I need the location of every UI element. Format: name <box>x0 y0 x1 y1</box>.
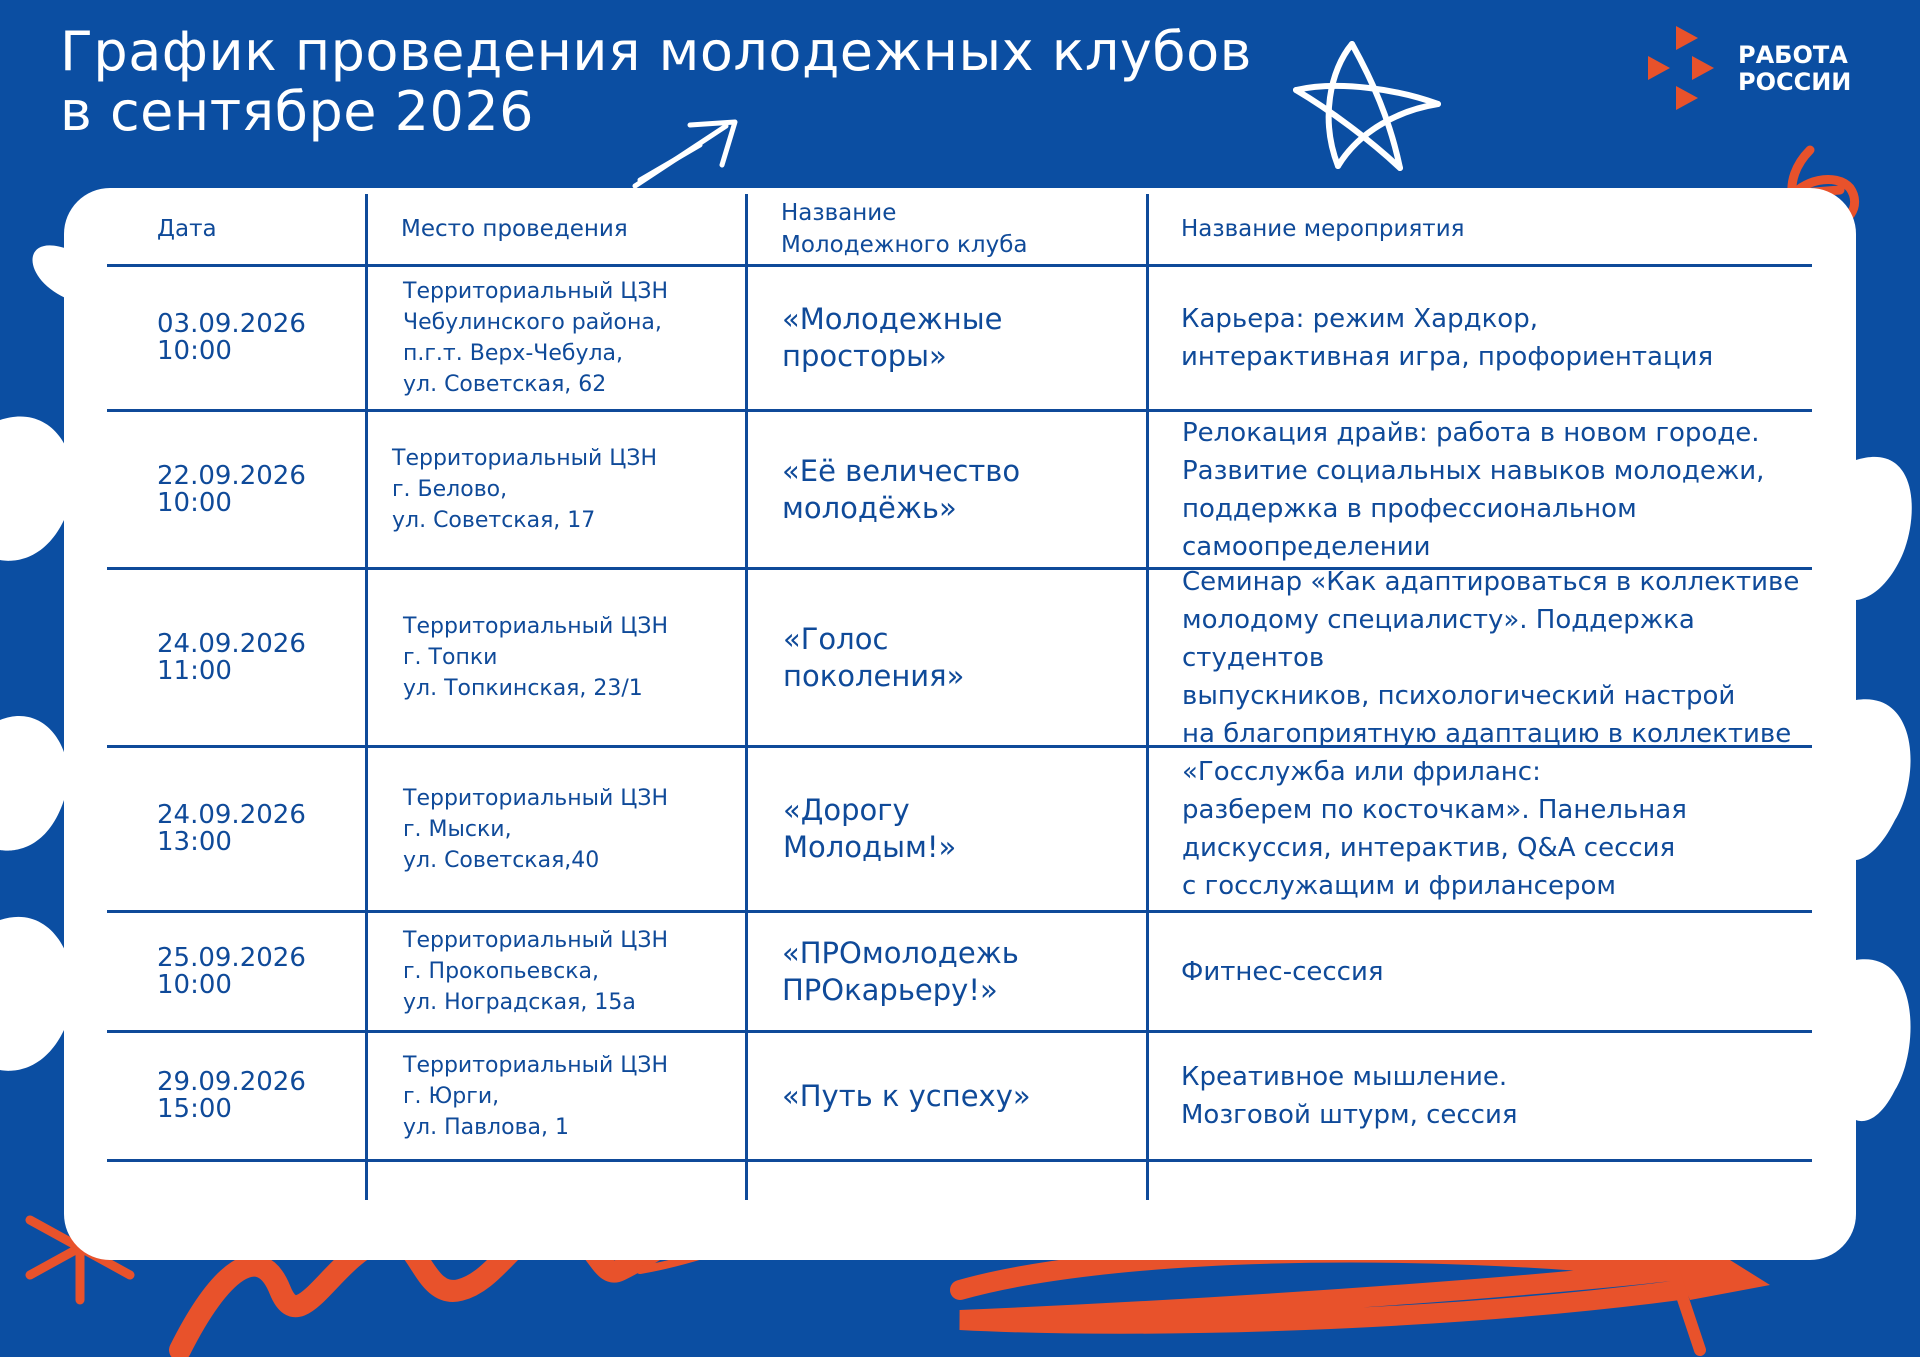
logo-text-line1: РАБОТА <box>1738 41 1848 69</box>
row-date: 29.09.2026 15:00 <box>157 1067 306 1124</box>
rabota-rossii-logo <box>1648 26 1878 112</box>
row-club: «ПРОмолодежь ПРОкарьеру!» <box>782 935 1019 1007</box>
table-row <box>107 267 1812 412</box>
row-event: Карьера: режим Хардкор, интерактивная игра, профориентация <box>1181 304 1714 372</box>
table-row <box>107 566 1812 749</box>
header-event: Название мероприятия <box>1181 216 1465 242</box>
row-date: 24.09.2026 13:00 <box>157 800 306 857</box>
row-club: «Дорогу Молодым!» <box>783 793 957 864</box>
row-event: Креативное мышление. Мозговой штурм, сессия <box>1181 1062 1518 1130</box>
left-white-wave-2 <box>0 716 68 851</box>
right-white-wave-3 <box>1856 959 1911 1121</box>
header-date: Дата <box>157 216 217 242</box>
row-place: Территориальный ЦЗН г. Прокопьевска, ул. Ноградская, 15а <box>403 928 669 1015</box>
page-title <box>60 22 1252 142</box>
table-header-row <box>107 194 1812 267</box>
row-event: «Госслужба или фриланс: разберем по косточкам». Панельная дискуссия, интерактив, Q&A сессия с госслужащим и фрилансером <box>1182 757 1687 901</box>
page-title-line1: График проведения молодежных клубов <box>60 20 1252 83</box>
right-white-wave <box>1856 457 1912 600</box>
row-club: «Её величество молодёжь» <box>782 453 1021 525</box>
table-row <box>107 913 1812 1033</box>
logo-text <box>1738 42 1851 96</box>
row-place: Территориальный ЦЗН г. Юрги, ул. Павлова, 1 <box>403 1052 669 1140</box>
row-event: Семинар «Как адаптироваться в коллективе молодому специалисту». Поддержка студентов выпускников, психологический настрой на благоприятную адаптацию в коллективе <box>1182 566 1800 749</box>
row-event: Фитнес-сессия <box>1181 956 1384 987</box>
page-title-line2: в сентябре 2026 <box>60 80 535 143</box>
row-place: Территориальный ЦЗН Чебулинского района, п.г.т. Верх-Чебула, ул. Советская, 62 <box>403 279 669 397</box>
row-place: Территориальный ЦЗН г. Белово, ул. Советская, 17 <box>392 446 658 533</box>
atom-star-icon <box>1296 44 1438 168</box>
logo-text-line2: РОССИИ <box>1738 68 1852 96</box>
row-club: «Голос поколения» <box>783 621 965 693</box>
table-row <box>107 412 1812 570</box>
rabota-rossii-arrows-icon <box>1648 26 1728 112</box>
row-event: Релокация драйв: работа в новом городе. Развитие социальных навыков молодежи, поддержка в профессиональном самоопределении <box>1182 417 1765 562</box>
left-white-wave-3 <box>0 917 73 1071</box>
row-place: Территориальный ЦЗН г. Топки ул. Топкинская, 23/1 <box>403 614 669 701</box>
header-place: Место проведения <box>401 216 628 242</box>
row-place: Территориальный ЦЗН г. Мыски, ул. Советская,40 <box>403 785 669 873</box>
table-row <box>107 748 1812 913</box>
left-white-wave <box>0 416 73 560</box>
orange-swoosh <box>960 1253 1680 1324</box>
right-white-wave-2 <box>1856 699 1911 860</box>
row-date: 25.09.2026 10:00 <box>157 942 306 1000</box>
table-row <box>107 1033 1812 1162</box>
header-club: Название Молодежного клуба <box>781 200 1028 258</box>
row-date: 22.09.2026 10:00 <box>157 460 306 518</box>
row-date: 24.09.2026 11:00 <box>157 628 306 686</box>
row-club: «Молодежные просторы» <box>782 302 1003 373</box>
row-date: 03.09.2026 10:00 <box>157 309 306 366</box>
row-club: «Путь к успеху» <box>782 1078 1031 1113</box>
